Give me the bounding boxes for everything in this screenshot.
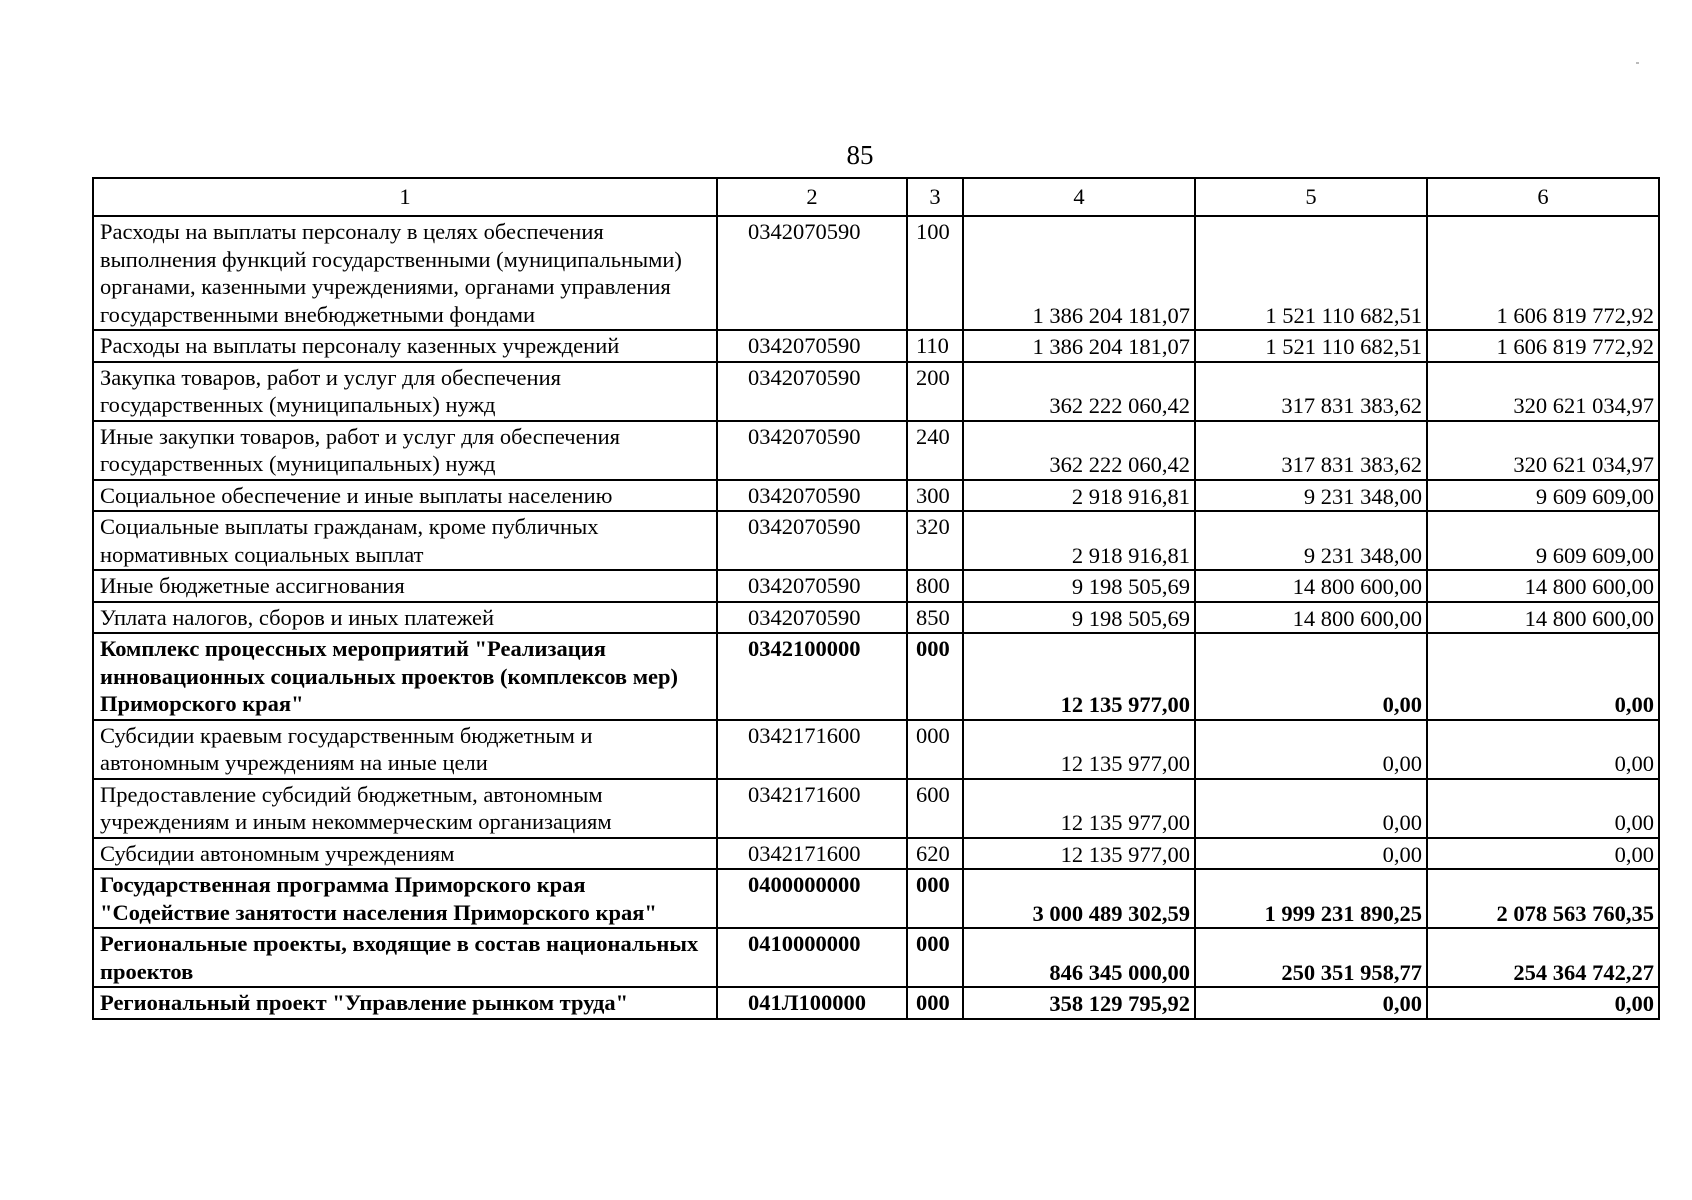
row-name: Социальные выплаты гражданам, кроме публичных нормативных социальных выплат <box>93 511 717 570</box>
row-kind: 000 <box>907 928 963 987</box>
row-kind: 000 <box>907 987 963 1019</box>
scan-mark <box>1636 62 1639 64</box>
row-name: Закупка товаров, работ и услуг для обеспечения государственных (муниципальных) нужд <box>93 362 717 421</box>
table-row <box>93 216 1659 330</box>
row-value-4: 12 135 977,00 <box>963 838 1195 870</box>
row-value-6: 9 609 609,00 <box>1427 511 1659 570</box>
row-kind: 110 <box>907 330 963 362</box>
row-value-4: 1 386 204 181,07 <box>963 216 1195 330</box>
table-row <box>93 602 1659 634</box>
row-value-5: 0,00 <box>1195 633 1427 720</box>
row-name: Региональный проект "Управление рынком труда" <box>93 987 717 1019</box>
row-code: 0342100000 <box>717 633 907 720</box>
row-value-5: 9 231 348,00 <box>1195 511 1427 570</box>
table-row <box>93 570 1659 602</box>
row-code: 0342171600 <box>717 720 907 779</box>
row-code: 0342070590 <box>717 602 907 634</box>
row-value-6: 2 078 563 760,35 <box>1427 869 1659 928</box>
row-kind: 240 <box>907 421 963 480</box>
row-value-6: 320 621 034,97 <box>1427 421 1659 480</box>
row-value-6: 14 800 600,00 <box>1427 570 1659 602</box>
row-code: 0410000000 <box>717 928 907 987</box>
row-value-5: 9 231 348,00 <box>1195 480 1427 512</box>
row-kind: 850 <box>907 602 963 634</box>
row-value-5: 0,00 <box>1195 838 1427 870</box>
column-number-5: 5 <box>1195 178 1427 216</box>
row-value-4: 3 000 489 302,59 <box>963 869 1195 928</box>
row-value-6: 254 364 742,27 <box>1427 928 1659 987</box>
row-value-5: 0,00 <box>1195 987 1427 1019</box>
row-code: 0342070590 <box>717 480 907 512</box>
row-value-4: 12 135 977,00 <box>963 779 1195 838</box>
row-value-6: 1 606 819 772,92 <box>1427 330 1659 362</box>
row-name: Расходы на выплаты персоналу казенных учреждений <box>93 330 717 362</box>
table-row <box>93 838 1659 870</box>
row-code: 0342171600 <box>717 779 907 838</box>
row-value-5: 317 831 383,62 <box>1195 362 1427 421</box>
budget-table <box>92 177 1660 1020</box>
row-kind: 300 <box>907 480 963 512</box>
row-value-4: 362 222 060,42 <box>963 362 1195 421</box>
row-value-4: 2 918 916,81 <box>963 480 1195 512</box>
row-kind: 000 <box>907 633 963 720</box>
row-value-6: 0,00 <box>1427 720 1659 779</box>
page-number: 85 <box>846 140 874 170</box>
row-value-6: 0,00 <box>1427 838 1659 870</box>
row-value-6: 0,00 <box>1427 987 1659 1019</box>
row-kind: 100 <box>907 216 963 330</box>
row-value-5: 14 800 600,00 <box>1195 570 1427 602</box>
row-name: Государственная программа Приморского края "Содействие занятости населения Приморского края" <box>93 869 717 928</box>
row-code: 0342070590 <box>717 511 907 570</box>
table-row <box>93 421 1659 480</box>
table-row-subtotal <box>93 987 1659 1019</box>
table-row-subtotal <box>93 633 1659 720</box>
row-code: 0342070590 <box>717 570 907 602</box>
table-row <box>93 720 1659 779</box>
table-row <box>93 362 1659 421</box>
row-kind: 600 <box>907 779 963 838</box>
row-value-4: 12 135 977,00 <box>963 633 1195 720</box>
column-numbers-row <box>93 178 1659 216</box>
row-value-5: 1 999 231 890,25 <box>1195 869 1427 928</box>
row-value-4: 2 918 916,81 <box>963 511 1195 570</box>
row-kind: 000 <box>907 720 963 779</box>
column-number-6: 6 <box>1427 178 1659 216</box>
row-value-6: 0,00 <box>1427 779 1659 838</box>
row-value-4: 358 129 795,92 <box>963 987 1195 1019</box>
row-value-4: 846 345 000,00 <box>963 928 1195 987</box>
row-value-4: 9 198 505,69 <box>963 602 1195 634</box>
row-value-5: 0,00 <box>1195 720 1427 779</box>
row-value-5: 317 831 383,62 <box>1195 421 1427 480</box>
table-row <box>93 511 1659 570</box>
row-value-6: 1 606 819 772,92 <box>1427 216 1659 330</box>
row-value-6: 9 609 609,00 <box>1427 480 1659 512</box>
row-name: Расходы на выплаты персоналу в целях обеспечения выполнения функций государственными (муниципальными) органами, казенными учреждениями, органами управления государственными внебюджетными фондами <box>93 216 717 330</box>
row-value-5: 14 800 600,00 <box>1195 602 1427 634</box>
row-code: 041Л100000 <box>717 987 907 1019</box>
row-name: Социальное обеспечение и иные выплаты населению <box>93 480 717 512</box>
row-name: Комплекс процессных мероприятий "Реализация инновационных социальных проектов (комплексов мер) Приморского края" <box>93 633 717 720</box>
row-kind: 000 <box>907 869 963 928</box>
table-row <box>93 480 1659 512</box>
row-value-5: 250 351 958,77 <box>1195 928 1427 987</box>
row-name: Региональные проекты, входящие в состав национальных проектов <box>93 928 717 987</box>
row-kind: 200 <box>907 362 963 421</box>
row-kind: 620 <box>907 838 963 870</box>
row-name: Уплата налогов, сборов и иных платежей <box>93 602 717 634</box>
table-row <box>93 330 1659 362</box>
row-value-5: 0,00 <box>1195 779 1427 838</box>
row-value-4: 12 135 977,00 <box>963 720 1195 779</box>
row-value-6: 320 621 034,97 <box>1427 362 1659 421</box>
table-row-subtotal <box>93 928 1659 987</box>
row-value-6: 0,00 <box>1427 633 1659 720</box>
column-number-2: 2 <box>717 178 907 216</box>
row-name: Субсидии краевым государственным бюджетным и автономным учреждениям на иные цели <box>93 720 717 779</box>
table-body <box>93 178 1659 1019</box>
column-number-4: 4 <box>963 178 1195 216</box>
row-name: Предоставление субсидий бюджетным, автономным учреждениям и иным некоммерческим организациям <box>93 779 717 838</box>
row-kind: 800 <box>907 570 963 602</box>
row-name: Субсидии автономным учреждениям <box>93 838 717 870</box>
row-value-4: 1 386 204 181,07 <box>963 330 1195 362</box>
row-value-6: 14 800 600,00 <box>1427 602 1659 634</box>
row-code: 0400000000 <box>717 869 907 928</box>
row-code: 0342070590 <box>717 362 907 421</box>
row-name: Иные закупки товаров, работ и услуг для обеспечения государственных (муниципальных) нужд <box>93 421 717 480</box>
row-value-4: 9 198 505,69 <box>963 570 1195 602</box>
row-code: 0342171600 <box>717 838 907 870</box>
row-value-5: 1 521 110 682,51 <box>1195 216 1427 330</box>
table-row <box>93 779 1659 838</box>
row-kind: 320 <box>907 511 963 570</box>
column-number-3: 3 <box>907 178 963 216</box>
row-value-4: 362 222 060,42 <box>963 421 1195 480</box>
table-row-program <box>93 869 1659 928</box>
row-value-5: 1 521 110 682,51 <box>1195 330 1427 362</box>
row-code: 0342070590 <box>717 330 907 362</box>
column-number-1: 1 <box>93 178 717 216</box>
row-name: Иные бюджетные ассигнования <box>93 570 717 602</box>
row-code: 0342070590 <box>717 421 907 480</box>
row-code: 0342070590 <box>717 216 907 330</box>
